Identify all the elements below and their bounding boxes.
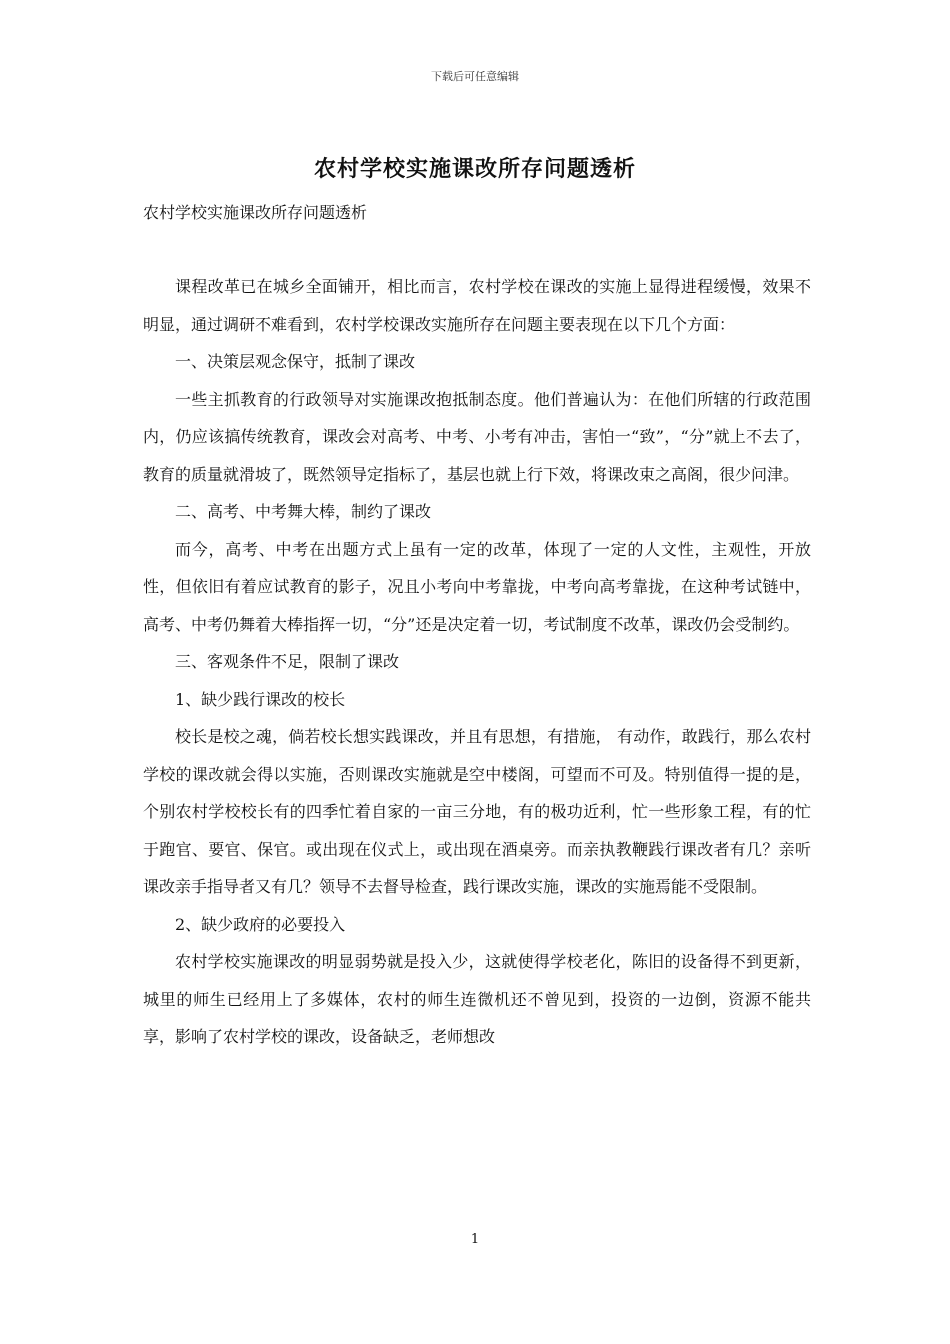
section-heading-3: 三、客观条件不足，限制了课改 [175,652,400,671]
section-heading-2: 二、高考、中考舞大棒，制约了课改 [175,502,432,521]
document-title: 农村学校实施课改所存问题透析 [313,156,636,182]
document-subtitle: 农村学校实施课改所存问题透析 [143,203,368,222]
paragraph-section-2: 而今，高考、中考在出题方式上虽有一定的改革，体现了一定的人文性，主观性，开放性，但依旧有着应试教育的影子，况且小考向中考靠拢，中考向高考靠拢，在这种考试链中，高考、中考仍舞着大棒指挥一切，“分”还是决定着一切，考试制度不改革，课改仍会受制约。 [143,539,811,634]
subsection-heading-3-1: 1、缺少践行课改的校长 [175,689,346,709]
document-body [143,268,811,1056]
subsection-heading-3-2: 2、缺少政府的必要投入 [175,914,346,934]
header-note: 下载后可任意编辑 [431,70,519,83]
paragraph-subsection-3-2: 农村学校实施课改的明显弱势就是投入少，这就使得学校老化，陈旧的设备得不到更新，城里的师生已经用上了多媒体，农村的师生连微机还不曾见到，投资的一边倒，资源不能共享，影响了农村学校的课改，设备缺乏，老师想改 [143,952,811,1046]
paragraph-section-1: 一些主抓教育的行政领导对实施课改抱抵制态度。他们普遍认为：在他们所辖的行政范围内，仍应该搞传统教育，课改会对高考、中考、小考有冲击，害怕一“致”，“分”就上不去了，教育的质量就滑坡了，既然领导定指标了，基层也就上行下效，将课改束之高阁，很少问津。 [143,389,811,484]
paragraph-intro: 课程改革已在城乡全面铺开，相比而言，农村学校在课改的实施上显得进程缓慢，效果不明显，通过调研不难看到，农村学校课改实施所存在问题主要表现在以下几个方面： [143,277,811,334]
paragraph-subsection-3-1: 校长是校之魂，倘若校长想实践课改，并且有思想，有措施， 有动作，敢践行，那么农村学校的课改就会得以实施，否则课改实施就是空中楼阁，可望而不可及。特别值得一提的是，个别农村学校校长有的四季忙着自家的一亩三分地，有的极功近利，忙一些形象工程，有的忙于跑官、要官、保官。或出现在仪式上，或出现在酒桌旁。而亲执教鞭践行课改者有几？亲听课改亲手指导者又有几？领导不去督导检查，践行课改实施，课改的实施焉能不受限制。 [143,727,811,896]
page-number: 1 [470,1232,480,1247]
section-heading-1: 一、决策层观念保守，抵制了课改 [175,352,416,371]
